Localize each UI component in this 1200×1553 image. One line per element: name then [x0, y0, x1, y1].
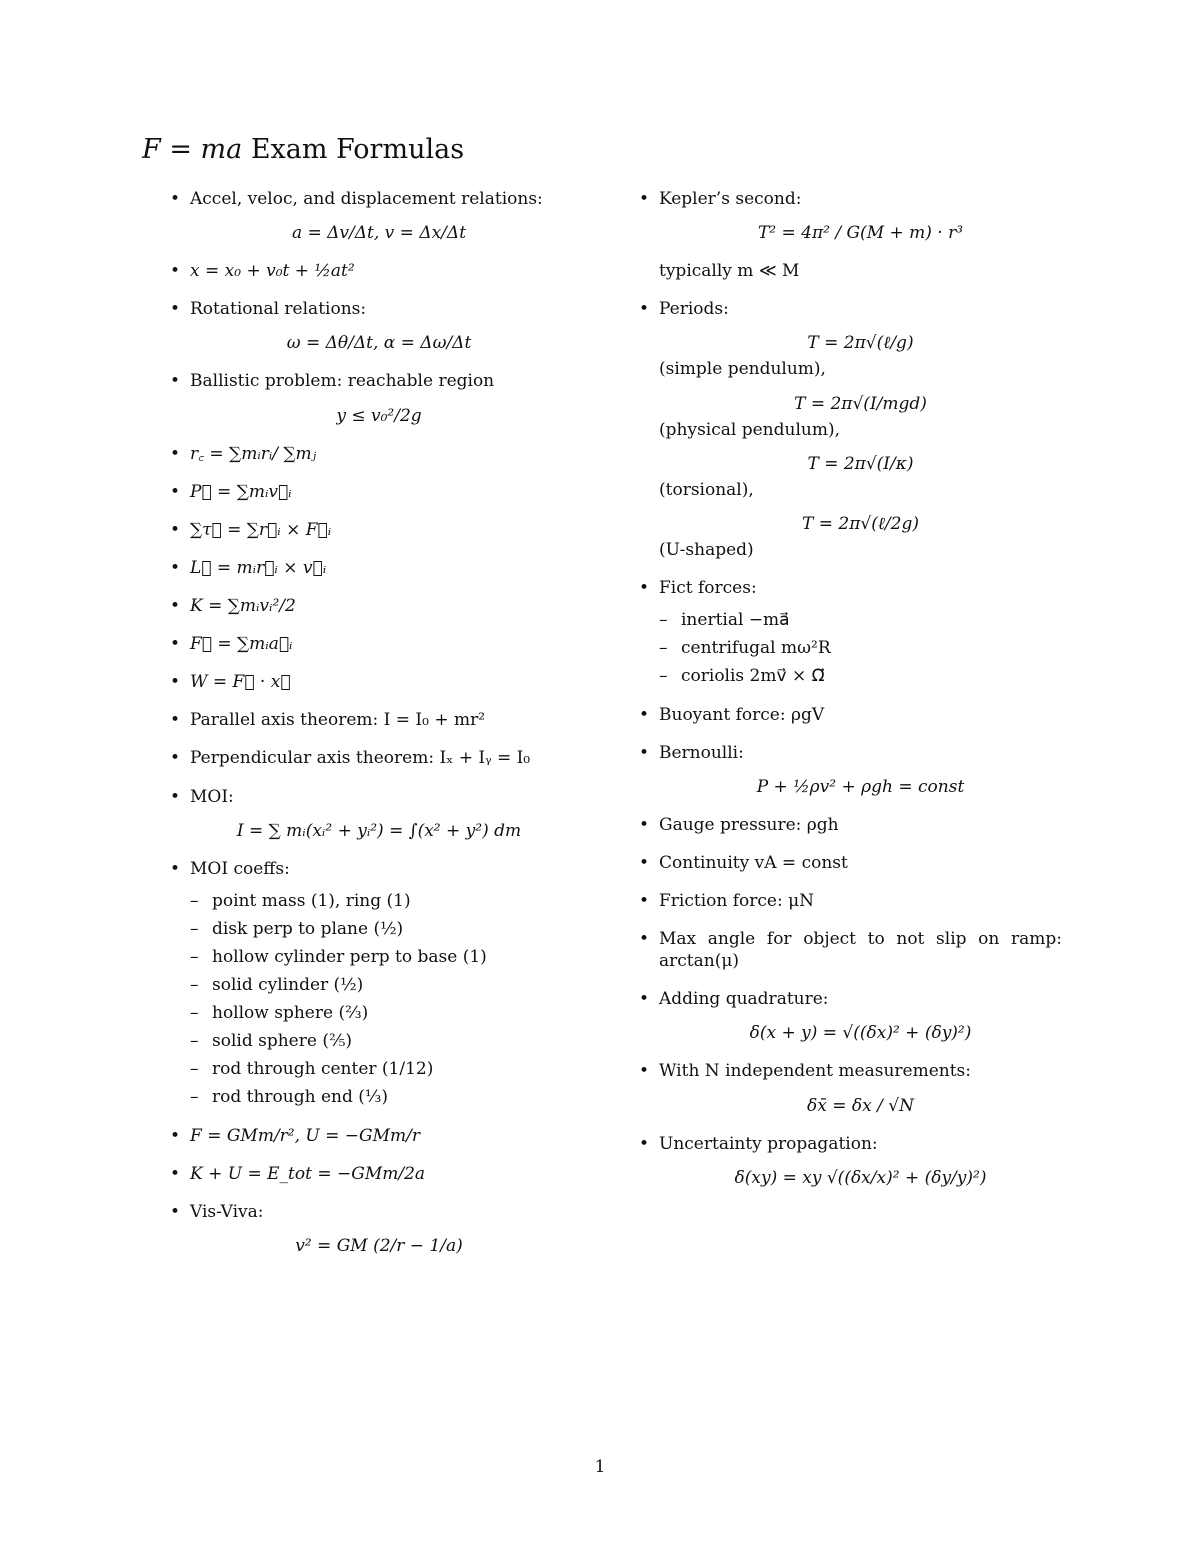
work-item [168, 671, 568, 693]
moi-equation: I = ∑ mᵢ(xᵢ² + yᵢ²) = ∫(x² + y²) dm [236, 820, 522, 841]
angmom-equation: L⃗ = mᵢr⃗ᵢ × v⃗ᵢ [190, 557, 327, 578]
left-column [168, 188, 568, 1273]
propagation-equation: δ(xy) = xy √((δx/x)² + (δy/y)²) [734, 1167, 987, 1188]
list-item: – disk perp to plane (½) [190, 918, 568, 940]
period-physical-note: (physical pendulum), [659, 419, 840, 440]
rotational-equation: ω = Δθ/Δt, α = Δω/Δt [286, 333, 472, 354]
torque-item [168, 519, 568, 541]
periods-label: Periods: [659, 299, 729, 320]
kinetic-item [168, 595, 568, 617]
force-equation: F⃗ = ∑mᵢa⃗ᵢ [190, 634, 293, 655]
friction-item [637, 890, 1062, 912]
visviva-label: Vis-Viva: [190, 1201, 264, 1222]
propagation-item [637, 1133, 1062, 1189]
energy-equation: K + U = E_tot = −GMm/2a [190, 1163, 426, 1184]
right-column [637, 188, 1062, 1205]
buoyant-item [637, 704, 1062, 726]
max-angle-item [637, 928, 1062, 972]
torque-equation: ∑τ⃗ = ∑r⃗ᵢ × F⃗ᵢ [190, 519, 332, 540]
title-formula: F = ma [142, 134, 243, 165]
parallel-axis-text: Parallel axis theorem: I = I₀ + mr² [190, 710, 486, 731]
energy-item [168, 1163, 568, 1185]
moi-coeffs-list [190, 890, 568, 1109]
propagation-label: Uncertainty propagation: [659, 1133, 878, 1154]
list-item: – centrifugal mω²R [659, 637, 1062, 659]
work-equation: W = F⃗ · x⃗ [190, 672, 291, 693]
independent-label: With N independent measurements: [659, 1061, 972, 1082]
gravity-equation: F = GMm/r², U = −GMm/r [190, 1125, 421, 1146]
period-physical-equation: T = 2π√(I/mgd) [794, 393, 927, 414]
list-item: – point mass (1), ring (1) [190, 890, 568, 912]
bernoulli-item [637, 742, 1062, 798]
continuity-item [637, 852, 1062, 874]
momentum-equation: P⃗ = ∑mᵢv⃗ᵢ [190, 481, 292, 502]
rotational-item [168, 298, 568, 354]
visviva-equation: v² = GM (2/r − 1/a) [295, 1235, 463, 1256]
list-item: – solid cylinder (½) [190, 974, 568, 996]
quadrature-label: Adding quadrature: [659, 989, 829, 1010]
list-item: – inertial −ma⃗ [659, 609, 1062, 631]
kinematics-item [168, 260, 568, 282]
gravity-item [168, 1125, 568, 1147]
com-item [168, 443, 568, 465]
period-torsional-note: (torsional), [659, 479, 754, 500]
momentum-item [168, 481, 568, 503]
friction-text: Friction force: μN [659, 890, 815, 911]
independent-equation: δx̄ = δx / √N [807, 1095, 914, 1116]
period-simple-equation: T = 2π√(ℓ/g) [807, 333, 914, 354]
fict-forces-label: Fict forces: [659, 578, 757, 599]
page-number: 1 [594, 1457, 606, 1477]
list-item: – solid sphere (⅖) [190, 1030, 568, 1052]
gauge-item [637, 814, 1062, 836]
quadrature-equation: δ(x + y) = √((δx)² + (δy)²) [749, 1023, 972, 1044]
ballistic-label: Ballistic problem: reachable region [190, 371, 495, 392]
period-simple-note: (simple pendulum), [659, 359, 826, 380]
bernoulli-equation: P + ½ρv² + ρgh = const [756, 776, 965, 797]
perpendicular-axis-text: Perpendicular axis theorem: Iₓ + Iᵧ = I₀ [190, 748, 531, 769]
kinetic-equation: K = ∑mᵢvᵢ²/2 [190, 596, 296, 617]
force-item [168, 633, 568, 655]
continuity-text: Continuity vA = const [659, 852, 848, 873]
kepler-note-text: typically m ≪ M [659, 261, 800, 282]
kepler-equation: T² = 4π² / G(M + m) · r³ [757, 223, 964, 244]
kinematics-equation: x = x₀ + v₀t + ½at² [190, 261, 355, 282]
bernoulli-label: Bernoulli: [659, 742, 744, 763]
list-item: – rod through center (1/12) [190, 1058, 568, 1080]
accel-equation: a = Δv/Δt, v = Δx/Δt [291, 223, 467, 244]
ballistic-equation: y ≤ v₀²/2g [336, 405, 422, 426]
period-u-note: (U-shaped) [659, 540, 754, 561]
period-u-equation: T = 2π√(ℓ/2g) [802, 513, 919, 534]
fict-forces-list [659, 609, 1062, 687]
parallel-axis-item [168, 709, 568, 731]
accel-label: Accel, veloc, and displacement relations: [190, 189, 543, 209]
fict-forces-item [637, 577, 1062, 687]
rotational-label: Rotational relations: [190, 299, 367, 320]
list-item: – hollow cylinder perp to base (1) [190, 946, 568, 968]
quadrature-item [637, 988, 1062, 1044]
visviva-item [168, 1201, 568, 1257]
moi-coeffs-item [168, 858, 568, 1109]
kepler-label: Kepler’s second: [659, 189, 802, 209]
buoyant-text: Buoyant force: ρgV [659, 704, 825, 725]
periods-item [637, 298, 1062, 561]
moi-item [168, 786, 568, 842]
independent-item [637, 1060, 1062, 1116]
moi-label: MOI: [190, 786, 234, 807]
ballistic-item [168, 370, 568, 426]
gauge-text: Gauge pressure: ρgh [659, 814, 839, 835]
accel-item [168, 188, 568, 244]
com-equation: r꜀ = ∑mᵢrᵢ/ ∑mⱼ [190, 443, 317, 464]
list-item: – rod through end (⅓) [190, 1086, 568, 1108]
period-torsional-equation: T = 2π√(I/κ) [807, 453, 914, 474]
page-title [142, 134, 464, 165]
title-text: Exam Formulas [250, 134, 465, 165]
angmom-item [168, 557, 568, 579]
max-angle-text: Max angle for object to not slip on ramp: arctan(μ) [659, 929, 1062, 972]
list-item: – hollow sphere (⅔) [190, 1002, 568, 1024]
perpendicular-axis-item [168, 747, 568, 769]
list-item: – coriolis 2mv⃗ × Ω⃗ [659, 665, 1062, 687]
moi-coeffs-label: MOI coeffs: [190, 858, 290, 879]
kepler-note [637, 260, 1062, 282]
kepler-item [637, 188, 1062, 244]
